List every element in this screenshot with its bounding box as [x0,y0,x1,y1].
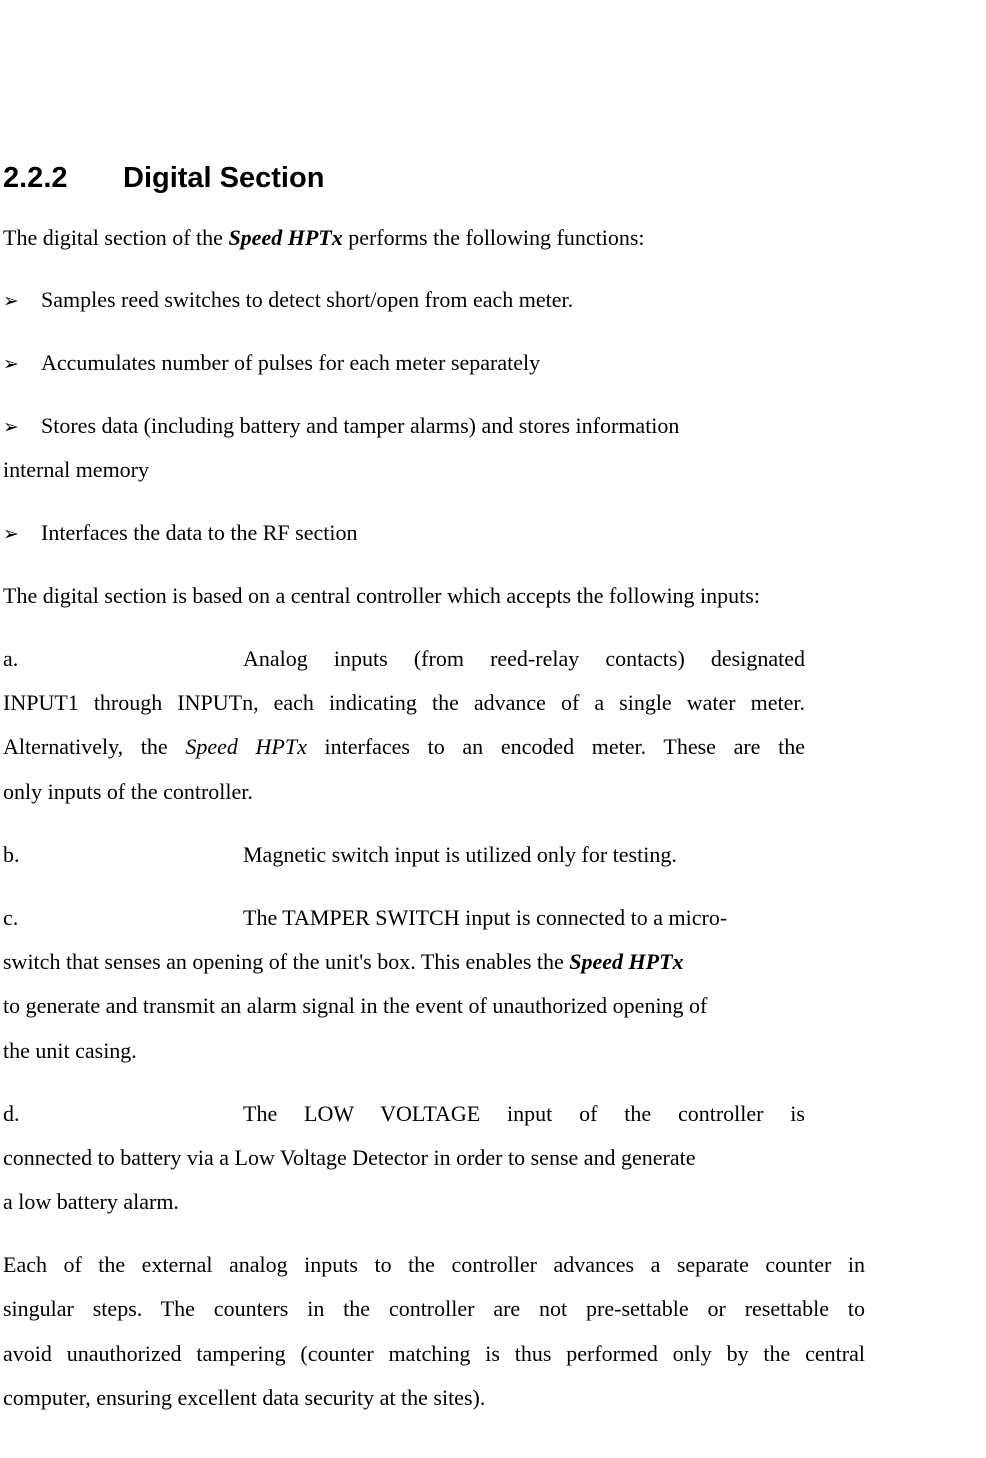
item-d-line2: connected to battery via a Low Voltage Detector in order to sense and generate [3,1145,696,1170]
inputs-intro: The digital section is based on a central controller which accepts the following inputs: [3,583,760,608]
item-c-line2 [3,947,684,977]
item-a-line3 [3,732,805,762]
bullet-text: Samples reed switches to detect short/open from each meter. [41,287,574,312]
section-title: Digital Section [123,162,325,194]
item-b [3,840,805,870]
item-c-line3: to generate and transmit an alarm signal in the event of unauthorized opening of [3,993,708,1018]
intro-paragraph [3,223,645,253]
closing-line: avoid unauthorized tampering (counter matching is thus performed only by the central [3,1341,865,1366]
bullet-text: Interfaces the data to the RF section [41,520,358,545]
arrowhead-bullet-icon: ➢ [3,523,19,545]
item-text: Magnetic switch input is utilized only for testing. [243,842,677,867]
bullet-continuation: internal memory [3,457,150,482]
intro-text-before: The digital section of the [3,225,229,250]
arrowhead-bullet-icon: ➢ [3,290,19,312]
product-name: Speed HPTx [228,225,343,250]
item-a-line4: only inputs of the controller. [3,779,253,804]
product-name: Speed HPTx [569,949,684,974]
section-heading [3,160,324,196]
closing-line: computer, ensuring excellent data security at the sites). [3,1385,486,1410]
text-span: Alternatively, the [3,734,186,759]
bullet-item [3,348,540,379]
item-a [3,644,805,674]
bullet-item [3,285,573,316]
product-name: Speed HPTx [185,734,307,759]
bullet-text: Stores data (including battery and tamper alarms) and stores information [41,413,680,438]
item-label: a. [3,646,19,671]
item-a-line2: INPUT1 through INPUTn, each indicating the advance of a single water meter. [3,690,805,715]
section-number: 2.2.2 [3,162,68,194]
item-d-line3: a low battery alarm. [3,1189,179,1214]
closing-line: Each of the external analog inputs to the controller advances a separate counter in [3,1252,865,1277]
arrowhead-bullet-icon: ➢ [3,416,19,438]
item-d [3,1099,805,1129]
bullet-item [3,518,357,549]
item-c-line4: the unit casing. [3,1038,137,1063]
arrowhead-bullet-icon: ➢ [3,353,19,375]
item-text: The LOW VOLTAGE input of the controller is [243,1101,805,1126]
intro-text-after: performs the following functions: [342,225,645,250]
item-c [3,903,805,933]
text-span: switch that senses an opening of the unit's box. This enables the [3,949,570,974]
item-label: c. [3,905,19,930]
item-label: d. [3,1101,20,1126]
closing-line: singular steps. The counters in the controller are not pre-settable or resettable to [3,1296,865,1321]
text-span: interfaces to an encoded meter. These are the [306,734,805,759]
bullet-item [3,411,679,442]
bullet-text: Accumulates number of pulses for each meter separately [41,350,541,375]
item-label: b. [3,842,20,867]
item-text: Analog inputs (from reed-relay contacts) designated [243,646,805,671]
item-text: The TAMPER SWITCH input is connected to a micro- [243,905,728,930]
